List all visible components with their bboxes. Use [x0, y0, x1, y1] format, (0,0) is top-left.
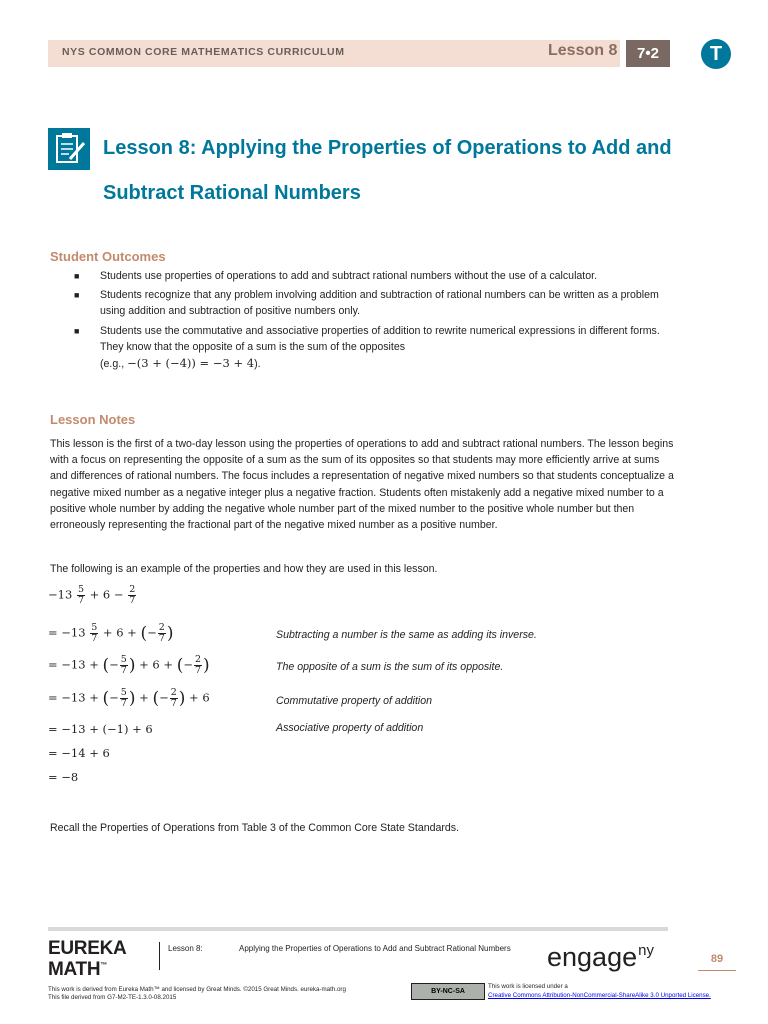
license-link[interactable]: Creative Commons Attribution-NonCommercial-ShareAlike 3.0 Unported License.: [488, 992, 711, 999]
math-step-5: = −14 + 6: [48, 746, 110, 760]
note-opposite-sum: The opposite of a sum is the sum of its opposite.: [276, 661, 504, 673]
eureka-math-logo: [48, 940, 126, 978]
example-intro: The following is an example of the properties and how they are used in this lesson.: [50, 563, 438, 575]
math-step-0: −13 $\frac{5}{7}$ + 6 − $\frac{2}{7}$: [48, 584, 136, 606]
page-number-underline: [698, 970, 736, 971]
footer-lesson-title: Applying the Properties of Operations to Add and Subtract Rational Numbers: [239, 944, 511, 953]
page-number: 89: [710, 953, 724, 965]
math-step-3: = −13 + (− $\frac{5}{7}$ ) + (− $\frac{2}{7}$ ) + 6: [48, 687, 210, 709]
footer-credit: This work is derived from Eureka Math™ and licensed by Great Minds. ©2015 Great Minds. eureka-math.org This file derived from G7-M2-TE-1.3.0-08.2015: [48, 986, 346, 1001]
lesson-title-line2: Subtract Rational Numbers: [103, 182, 361, 204]
curriculum-title: NYS COMMON CORE MATHEMATICS CURRICULUM: [62, 46, 345, 58]
student-outcomes-heading: Student Outcomes: [50, 249, 166, 264]
math-step-1: = −13 $\frac{5}{7}$ + 6 + (− $\frac{2}{7}$ ): [48, 622, 174, 644]
note-commutative: Commutative property of addition: [276, 695, 433, 707]
list-item: [50, 323, 670, 373]
logo-line2: MATH™: [48, 959, 107, 980]
recall-text: Recall the Properties of Operations from Table 3 of the Common Core State Standards.: [50, 822, 460, 834]
lesson-clipboard-icon: [48, 128, 90, 170]
teacher-badge: T: [701, 39, 731, 69]
license-text: This work is licensed under a Creative Commons Attribution-NonCommercial-ShareAlike 3.0 Unported License.: [488, 983, 711, 999]
lesson-title: [103, 126, 703, 216]
math-step-2: = −13 + (− $\frac{5}{7}$ ) + 6 + (− $\frac{2}{7}$ ): [48, 654, 210, 676]
footer-lesson: Lesson 8:: [168, 944, 203, 953]
module-badge: 7•2: [626, 40, 670, 67]
outcome-example-math: −(3 + (−4)) = −3 + 4: [127, 356, 255, 371]
list-item: [50, 287, 670, 319]
math-step-6: = −8: [48, 770, 79, 784]
outcomes-list: [50, 268, 670, 375]
outcome-example-prefix: (e.g.,: [100, 358, 128, 371]
outcome-text: Students use properties of operations to add and subtract rational numbers without the use of a calculator.: [100, 270, 598, 282]
logo-line1: EUREKA: [48, 938, 127, 959]
footer-separator: [159, 942, 160, 970]
outcome-example-suffix: ).: [254, 358, 261, 371]
engageny-logo: engage$^{ny}$: [547, 942, 654, 972]
lesson-notes-heading: Lesson Notes: [50, 412, 136, 427]
bullet-icon: ■: [74, 325, 80, 336]
lesson-number: Lesson 8: [548, 42, 618, 59]
lesson-title-line1: Lesson 8: Applying the Properties of Operations to Add and: [103, 137, 672, 159]
bullet-icon: ■: [74, 290, 80, 301]
footer-divider: [48, 927, 668, 931]
outcome-text: Students recognize that any problem involving addition and subtraction of rational numbers can be written as a problem using addition and subtraction of positive numbers only.: [100, 289, 659, 318]
outcome-text: Students use the commutative and associative properties of addition to rewrite numerical expressions in different forms. They know that the opposite of a sum is the sum of the opposites: [100, 324, 660, 353]
list-item: [50, 268, 670, 284]
bullet-icon: ■: [74, 271, 80, 281]
math-step-4: = −13 + (−1) + 6: [48, 722, 153, 736]
cc-license-icon: BY-NC-SA: [411, 983, 485, 1000]
lesson-notes-paragraph: This lesson is the first of a two-day lesson using the properties of operations to add and subtract rational numbers. The lesson begins with a focus on representing the opposite of a sum as the sum of its opposites so that students may more efficiently arrive at sums and differences of rational numbers. The focus includes a representation of negative mixed numbers so that students conceptualize a negative mixed number as a negative integer plus a negative fraction. Students often mistakenly add a negative mixed number to a positive whole number by adding the negative whole number part of the mixed number to the positive whole number but then erroneously representing the fractional part of the negative mixed number as a positive number.: [50, 438, 674, 532]
note-associative: Associative property of addition: [276, 722, 424, 734]
note-inverse: Subtracting a number is the same as adding its inverse.: [276, 629, 537, 641]
